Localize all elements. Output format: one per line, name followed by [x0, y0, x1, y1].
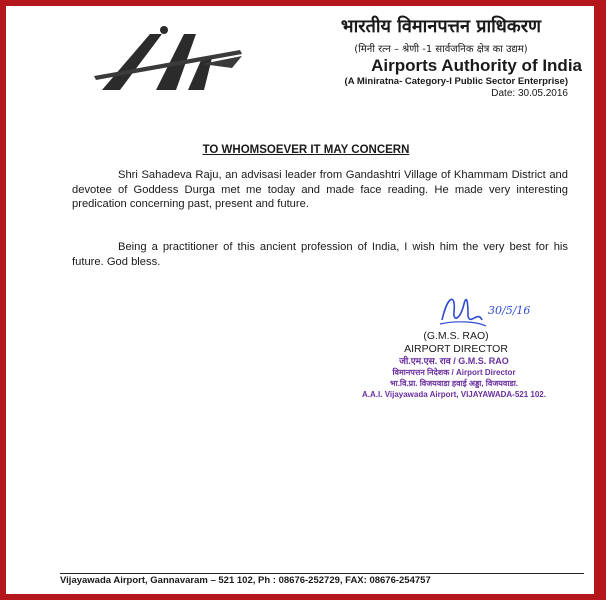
paragraph-2: Being a practitioner of this ancient profession of India, I wish him the very best for his future. God bless. — [72, 241, 568, 268]
letter-page — [6, 6, 594, 594]
org-subtitle: (A Miniratna- Category-I Public Sector Enterprise) — [344, 76, 568, 87]
org-name: Airports Authority of India — [371, 56, 582, 75]
letter-date: Date: 30.05.2016 — [491, 88, 568, 99]
stamp-line-3: भा.वि.प्रा. विजयवाडा हवाई अड्डा, विजयवाडा. — [390, 379, 518, 388]
signer-name: (G.M.S. RAO) — [423, 330, 489, 342]
signer-title: AIRPORT DIRECTOR — [404, 343, 508, 355]
red-frame — [6, 6, 594, 594]
hindi-org-subtitle: (मिनी रत्न – श्रेणी -1 सार्वजनिक क्षेत्र का उद्यम) — [354, 44, 528, 55]
signer-block — [386, 330, 526, 356]
stamp-line-4: A.A.I. Vijayawada Airport, VIJAYAWADA-521 102. — [362, 390, 546, 399]
footer-address: Vijayawada Airport, Gannavaram – 521 102, Ph : 08676-252729, FAX: 08676-254757 — [60, 575, 431, 586]
official-stamp — [336, 356, 572, 400]
letter-heading: TO WHOMSOEVER IT MAY CONCERN — [202, 144, 410, 156]
footer-divider — [60, 573, 584, 574]
hindi-org-title: भारतीय विमानपत्तन प्राधिकरण — [340, 16, 542, 37]
stamp-line-2: विमानपत्तन निदेशक / Airport Director — [392, 368, 516, 377]
handwritten-signature — [438, 290, 531, 330]
signature-date: 30/5/16 — [488, 304, 531, 317]
aai-logo-icon — [92, 24, 242, 94]
stamp-line-1: जी.एम.एस. राव / G.M.S. RAO — [399, 356, 509, 366]
paragraph-1: Shri Sahadeva Raju, an advisasi leader from Gandashtri Village of Khammam District and devotee of Goddess Durga met me today and made face reading. He made very interesting predication concerning past, present and future. — [72, 169, 568, 210]
